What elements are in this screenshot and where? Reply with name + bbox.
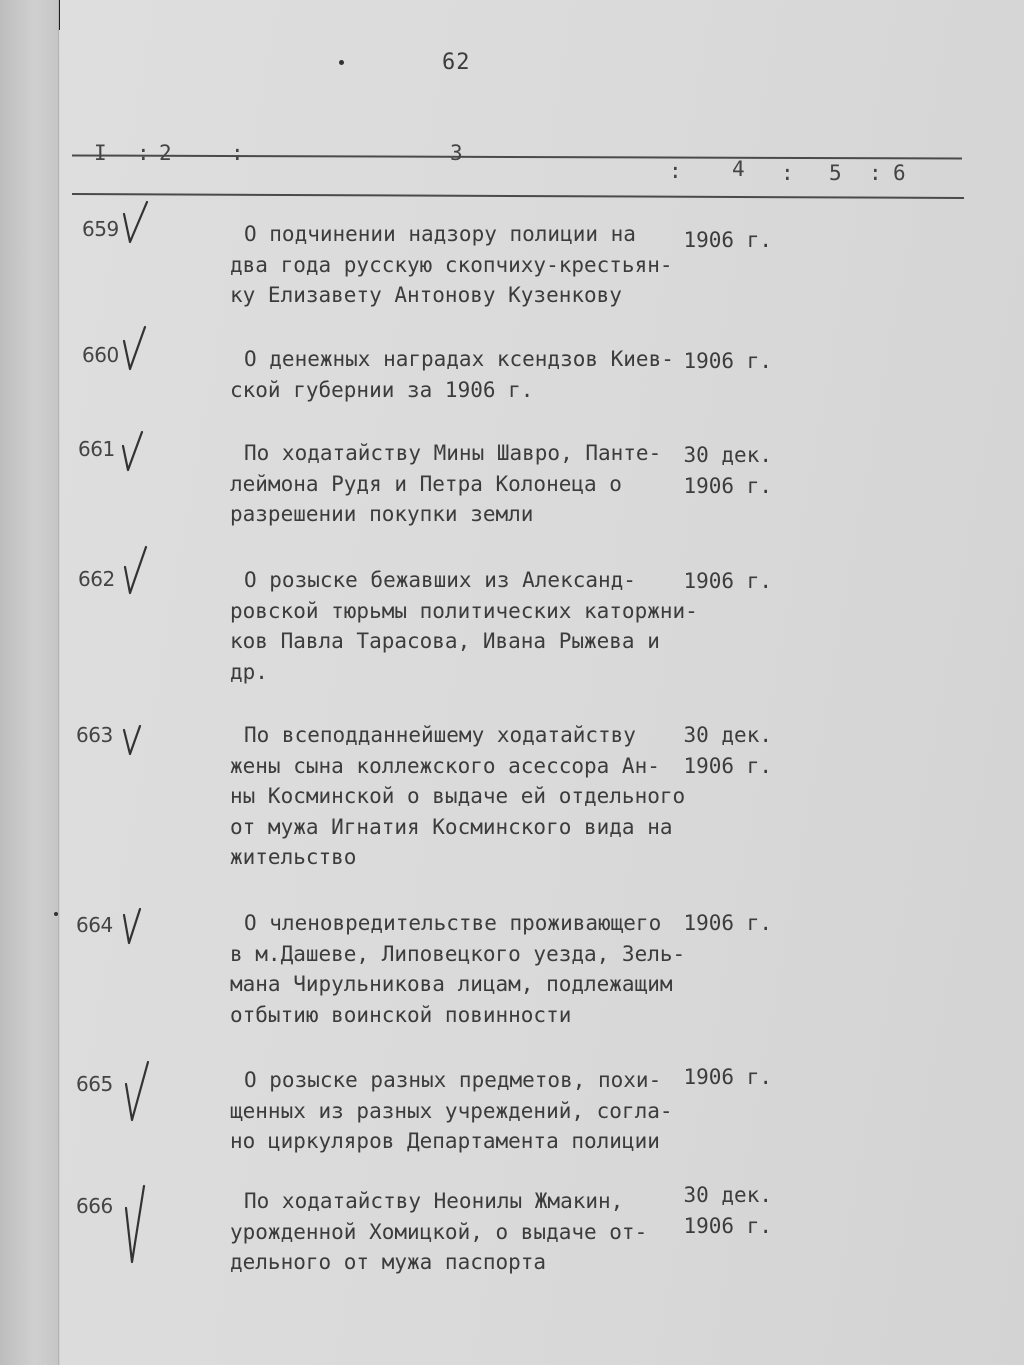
column-separator: : (669, 159, 682, 183)
entry-line: По всеподданнейшему ходатайству (244, 723, 636, 747)
entry-date (680, 225, 772, 256)
entry-line: О членовредительстве проживающего (244, 911, 662, 935)
entry-number: 660 (82, 343, 119, 367)
entry-date-line: 1906 г. (683, 911, 772, 935)
entry-date (680, 720, 772, 781)
checkmark-icon (120, 325, 154, 375)
entry-line: По ходатайству Неонилы Жмакин, (244, 1189, 624, 1213)
ink-dot (339, 60, 344, 65)
header-rule-top (72, 154, 962, 159)
entry-description (230, 908, 700, 1030)
entry-line: др. (230, 659, 268, 684)
entry-line: мана Чирульникова лицам, подлежащим (230, 972, 673, 996)
column-header-2: 2 (159, 141, 172, 165)
column-separator: : (137, 141, 150, 165)
entry-date-line: 30 дек. (683, 723, 772, 747)
entry-line: щенных из разных учреждений, согла- (230, 1098, 673, 1123)
checkmark-icon (120, 1182, 154, 1268)
entry-line: жительство (230, 845, 357, 869)
checkmark-icon (120, 428, 154, 478)
checkmark-icon (120, 905, 150, 949)
entry-line: О розыске бежавших из Александ- (244, 568, 636, 592)
entry-number: 663 (76, 723, 113, 747)
entry-date-line: 30 дек. (683, 443, 772, 467)
entry-description (230, 344, 700, 405)
entry-line: дельного от мужа паспорта (230, 1250, 547, 1274)
entry-line: урожденной Хомицкой, о выдаче от- (230, 1219, 648, 1244)
entry-description (230, 1186, 700, 1278)
entry-description (230, 565, 700, 687)
entry-number: 664 (76, 913, 113, 937)
column-header-1: I (94, 141, 107, 165)
entry-line: два года русскую скопчиху-крестьян- (230, 252, 673, 277)
entry-number: 662 (78, 567, 115, 591)
column-header-4: 4 (732, 157, 745, 181)
entry-date-line: 1906 г. (683, 349, 772, 373)
document-page (60, 0, 1024, 1365)
entry-line: жены сына коллежского асессора Ан- (230, 753, 660, 778)
entry-date (680, 566, 772, 597)
entry-date (680, 1062, 772, 1093)
checkmark-icon (120, 720, 150, 760)
entry-line: разрешении покупки земли (230, 502, 534, 526)
entry-date-line: 1906 г. (683, 473, 772, 498)
column-header-3: 3 (450, 141, 463, 165)
entry-date-line: 1906 г. (683, 1213, 772, 1238)
ink-dot (54, 912, 58, 916)
entry-line: в м.Дашеве, Липовецкого уезда, Зель- (230, 941, 686, 966)
page-number: 62 (442, 50, 471, 75)
entry-line: отбытию воинской повинности (230, 1002, 572, 1027)
entry-line: О денежных наградах ксендзов Киев- (244, 347, 674, 371)
entry-number: 666 (76, 1194, 113, 1218)
entry-date (680, 908, 772, 939)
entry-line: ков Павла Тарасова, Ивана Рыжева и (230, 629, 660, 653)
entry-line: ку Елизавету Антонову Кузенкову (230, 283, 622, 307)
column-separator: : (781, 161, 794, 185)
entry-line: ровской тюрьмы политических каторжни- (230, 598, 698, 623)
entry-number: 661 (78, 437, 115, 461)
entry-date-line: 30 дек. (683, 1183, 772, 1207)
checkmark-icon (120, 200, 154, 250)
column-separator: : (231, 141, 244, 165)
column-header-5: 5 (829, 161, 842, 185)
entry-date-line: 1906 г. (683, 1065, 772, 1089)
entry-date-line: 1906 г. (683, 228, 772, 252)
header-rule-bottom (72, 193, 964, 199)
column-separator: : (869, 161, 882, 185)
entry-description (230, 219, 700, 311)
entry-date (680, 440, 772, 501)
binding-edge (0, 0, 59, 1365)
entry-description (230, 1065, 700, 1157)
entry-line: от мужа Игнатия Косминского вида на (230, 814, 673, 839)
entry-line: О розыске разных предметов, похи- (244, 1068, 662, 1092)
entry-number: 659 (82, 217, 119, 241)
entry-date-line: 1906 г. (683, 569, 772, 593)
entry-number: 665 (76, 1072, 113, 1096)
entry-line: По ходатайству Мины Шавро, Панте- (244, 441, 662, 465)
entry-line: но циркуляров Департамента полиции (230, 1129, 660, 1153)
entry-line: ны Косминской о выдаче ей отдельного (230, 784, 686, 808)
entry-date (680, 1180, 772, 1241)
checkmark-icon (120, 1060, 154, 1126)
entry-line: леймона Рудя и Петра Колонеца о (230, 471, 622, 496)
entry-description (230, 720, 700, 873)
checkmark-icon (120, 545, 154, 601)
column-header-6: 6 (893, 161, 906, 185)
entry-line: О подчинении надзору полиции на (244, 222, 636, 246)
entry-date-line: 1906 г. (683, 753, 772, 778)
entry-line: ской губернии за 1906 г. (230, 377, 534, 402)
entry-description (230, 438, 700, 530)
entry-date (680, 346, 772, 377)
